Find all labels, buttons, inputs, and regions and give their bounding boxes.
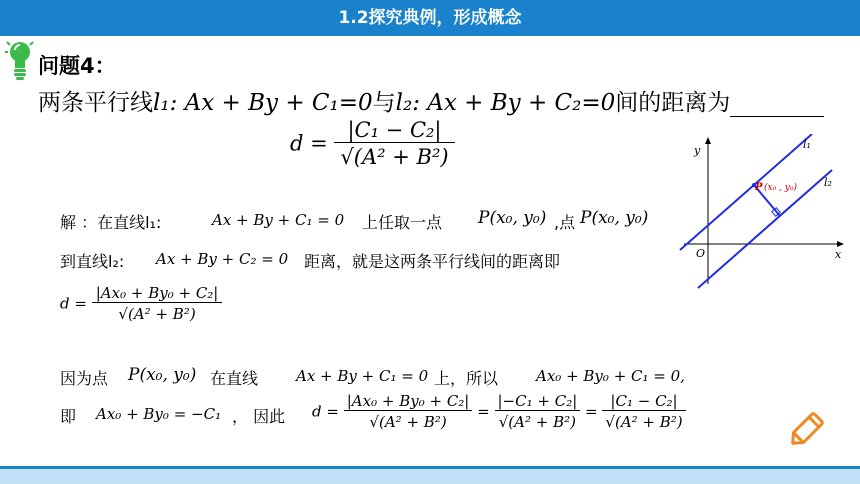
line1-label: l₁ xyxy=(803,138,811,151)
solution-line3-text2: 上，所以 xyxy=(434,369,499,388)
solution-d-lhs: d = xyxy=(60,294,87,313)
final-numerator-1: |Ax₀ + By₀ + C₂| xyxy=(344,392,473,411)
parallel-lines-figure xyxy=(672,134,852,294)
main-distance-formula xyxy=(290,118,455,169)
formula-lhs: d = xyxy=(290,131,328,156)
question-connector: 与 xyxy=(372,90,396,116)
footer-line xyxy=(0,466,860,469)
solution-line3-point: P(x₀, y₀) xyxy=(128,365,197,385)
final-denominator-2: √(A² + B²) xyxy=(498,413,576,431)
solution-line3-text: 在直线 xyxy=(210,369,259,388)
question-prefix: 两条平行线 xyxy=(38,90,153,116)
line1-equation: l₁: Ax + By + C₁=0 xyxy=(153,90,373,116)
page-title: 1.2探究典例，形成概念 xyxy=(338,8,522,28)
solution-line1-equation: Ax + By + C₁ = 0 xyxy=(212,211,345,229)
y-axis-arrow xyxy=(705,137,711,144)
question-text xyxy=(38,84,824,117)
origin-label: O xyxy=(696,247,706,260)
line2-label: l₂ xyxy=(824,176,832,189)
lightbulb-icon xyxy=(5,38,35,82)
question-title: 问题4： xyxy=(38,54,116,78)
final-numerator-2: |−C₁ + C₂| xyxy=(495,392,581,411)
y-label: y xyxy=(694,144,701,157)
answer-blank xyxy=(730,94,824,117)
solution-line1-label: 解 ：在直线l₁: xyxy=(60,213,162,232)
point-coords: (x₀ , y₀) xyxy=(764,183,797,193)
final-denominator-3: √(A² + B²) xyxy=(605,413,683,431)
x-label: x xyxy=(835,248,842,261)
solution-point2: P(x₀, y₀) xyxy=(580,208,649,228)
solution-line1-text: 上任取一点 xyxy=(362,213,443,232)
final-denominator-1: √(A² + B²) xyxy=(369,413,447,431)
question-suffix: 间的距离为 xyxy=(615,90,731,116)
solution-line1-comma: ,点 xyxy=(554,213,576,232)
final-lhs: d = xyxy=(312,402,339,421)
solution-line4-label: 即 xyxy=(60,407,77,426)
final-fraction-3 xyxy=(602,392,685,431)
formula-numerator: |C₁ − C₂| xyxy=(334,118,454,143)
solution-line4-text: ， 因此 xyxy=(232,407,286,426)
formula-fraction xyxy=(334,118,454,169)
solution-final-formula xyxy=(312,392,686,431)
solution-line2-equation: Ax + By + C₂ = 0 xyxy=(156,250,289,268)
final-equals-2: = xyxy=(585,402,598,421)
solution-d-denominator: √(A² + B²) xyxy=(118,305,196,323)
solution-point1: P(x₀, y₀) xyxy=(478,208,547,228)
final-numerator-3: |C₁ − C₂| xyxy=(602,392,685,411)
point-label: P xyxy=(755,182,763,193)
line2-equation: l₂: Ax + By + C₂=0 xyxy=(395,90,616,116)
final-fraction-2 xyxy=(495,392,581,431)
solution-line2-label: 到直线l₂: xyxy=(60,252,125,271)
solution-d-formula xyxy=(60,284,222,323)
formula-denominator: √(A² + B²) xyxy=(340,145,449,169)
solution-line3-label: 因为点 xyxy=(60,369,109,388)
solution-line3-equation: Ax + By + C₁ = 0 xyxy=(296,367,429,385)
solution-d-fraction xyxy=(92,284,223,323)
final-equals-1: = xyxy=(477,402,490,421)
solution-line4-equation: Ax₀ + By₀ = −C₁ xyxy=(96,405,222,423)
x-axis-arrow xyxy=(837,241,844,247)
solution-d-numerator: |Ax₀ + By₀ + C₂| xyxy=(92,284,223,303)
solution-line3-equation2: Ax₀ + By₀ + C₁ = 0, xyxy=(536,367,685,385)
pencil-icon xyxy=(786,404,832,450)
final-fraction-1 xyxy=(344,392,473,431)
solution-line2-text: 距离，就是这两条平行线间的距离即 xyxy=(304,252,561,271)
